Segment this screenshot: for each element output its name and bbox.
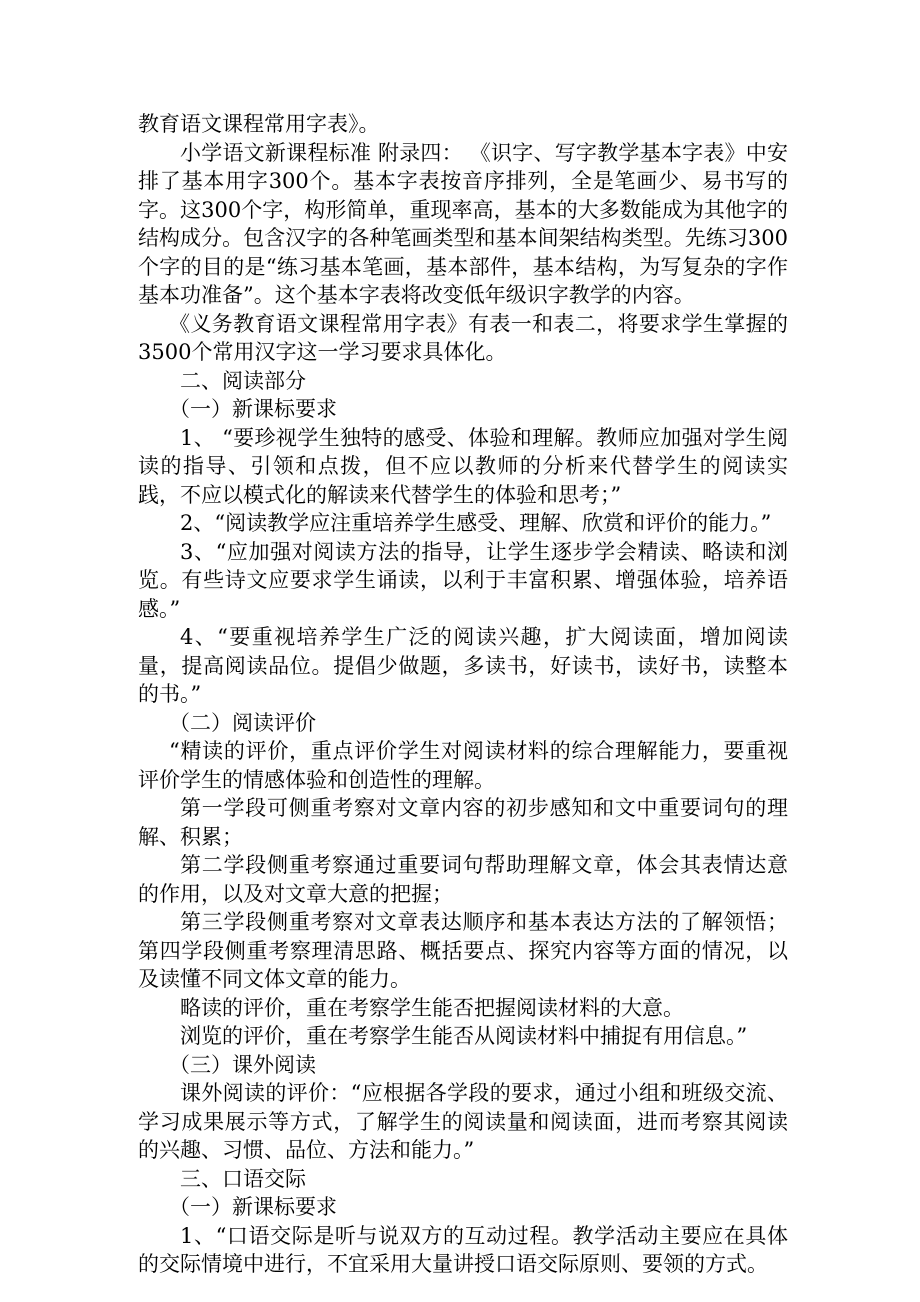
paragraph-text: 课外阅读的评价：“应根据各学段的要求，通过小组和班级交流、学习成果展示等方式，了解学生的阅读量和阅读面，进而考察其阅读的兴趣、习惯、品位、方法和能力。” (138, 1081, 788, 1162)
paragraph-text: 小学语文新课程标准 附录四： 《识字、写字教学基本字表》中安排了基本用字300个。基本字表按音序排列，全是笔画少、易书写的字。这300个字，构形简单，重现率高，基本的大多数能成为其他字的结构成分。包含汉字的各种笔画类型和基本间架结构类型。先练习300个字的目的是“练习基本笔画，基本部件，基本结构，为写复杂的字作基本功准备”。这个基本字表将改变低年级识字教学的内容。 (138, 140, 788, 307)
subsection-heading: （三）课外阅读 (169, 1052, 316, 1077)
list-item: 1、“口语交际是听与说双方的互动过程。教学活动主要应在具体的交际情境中进行，不宜采用大量讲授口语交际原则、要领的方式。 (138, 1223, 788, 1276)
list-item: 2、“阅读教学应注重培养学生感受、理解、欣赏和评价的能力。” (180, 511, 772, 535)
list-item: 3、“应加强对阅读方法的指导，让学生逐步学会精读、略读和浏览。有些诗文应要求学生诵读，以利于丰富积累、增强体验，培养语感。” (138, 539, 788, 621)
paragraph-text: 第二学段侧重考察通过重要词句帮助理解文章，体会其表情达意的作用，以及对文章大意的把握； (138, 853, 788, 906)
subsection-heading: （一）新课标要求 (169, 397, 337, 421)
section-heading: 三、口语交际 (180, 1166, 306, 1191)
paragraph-text: 第三学段侧重考察对文章表达顺序和基本表达方法的了解领悟；第四学段侧重考察理清思路、概括要点、探究内容等方面的情况，以及读懂不同文体文章的能力。 (138, 910, 788, 991)
paragraph-text: 《义务教育语文课程常用字表》有表一和表二，将要求学生掌握的3500个常用汉字这一学习要求具体化。 (138, 311, 788, 364)
paragraph-text: “精读的评价，重点评价学生对阅读材料的综合理解能力，要重视评价学生的情感体验和创造性的理解。 (138, 739, 788, 792)
subsection-heading: （一）新课标要求 (169, 1195, 337, 1219)
list-item: 1、 “要珍视学生独特的感受、体验和理解。教师应加强对学生阅读的指导、引领和点拨，但不应以教师的分析来代替学生的阅读实践，不应以模式化的解读来代替学生的体验和思考；” (138, 425, 788, 507)
document-page (138, 110, 788, 1279)
paragraph-text: 第一学段可侧重考察对文章内容的初步感知和文中重要词句的理解、积累； (138, 796, 788, 849)
paragraph-text: 教育语文课程常用字表》。 (138, 112, 380, 136)
paragraph-text: 略读的评价，重在考察学生能否把握阅读材料的大意。 (180, 995, 684, 1020)
subsection-heading: （二）阅读评价 (169, 710, 316, 735)
section-heading: 二、阅读部分 (180, 368, 306, 393)
paragraph-text: 浏览的评价，重在考察学生能否从阅读材料中捕捉有用信息。” (180, 1024, 748, 1048)
list-item: 4、“要重视培养学生广泛的阅读兴趣，扩大阅读面，增加阅读量，提高阅读品位。提倡少做题，多读书，好读书，读好书，读整本的书。” (138, 625, 788, 706)
